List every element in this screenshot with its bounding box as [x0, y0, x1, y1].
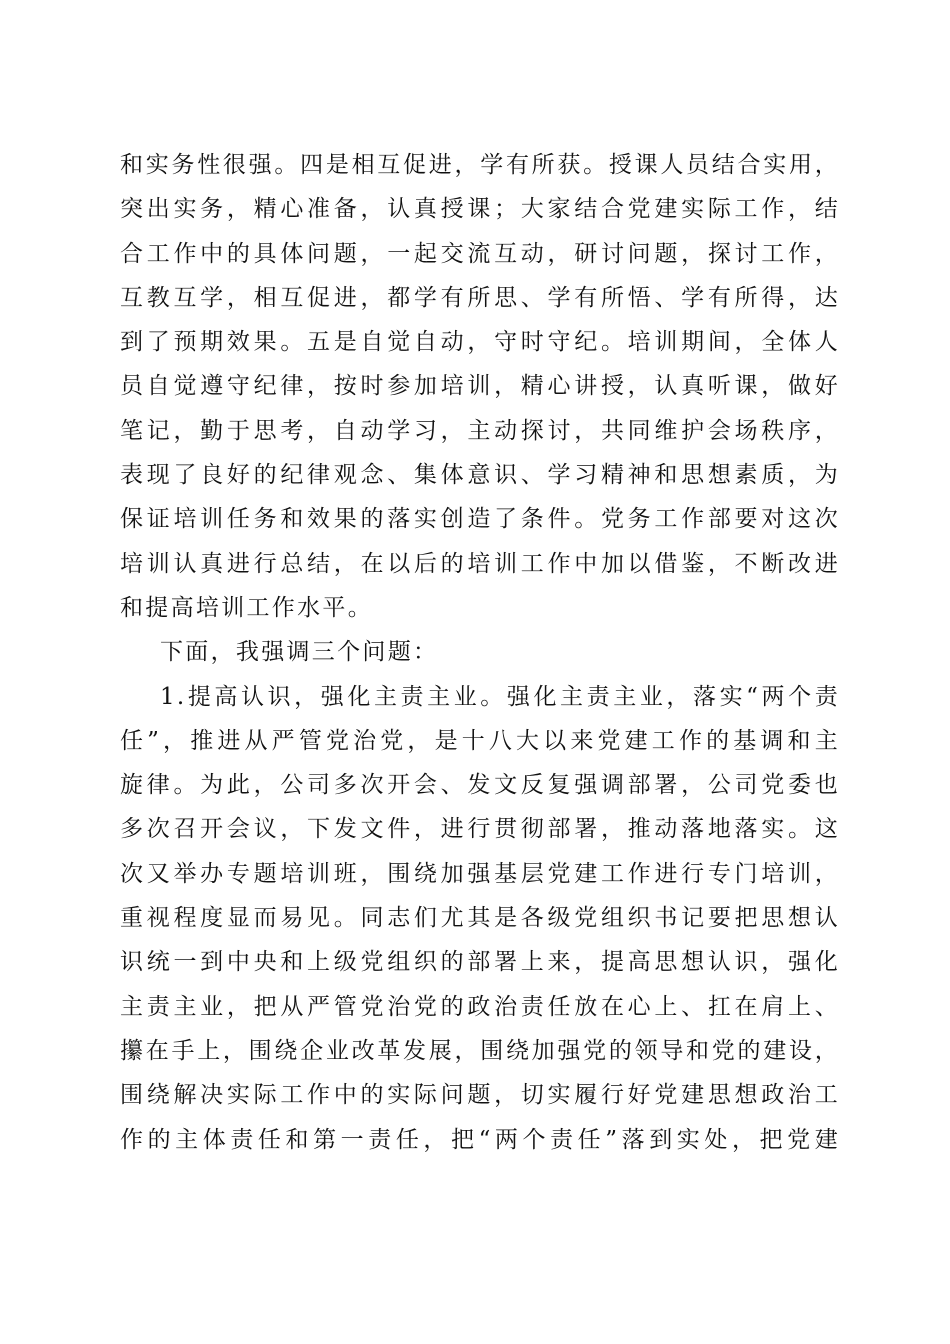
- text-line: 表现了良好的纪律观念、集体意识、学习精神和思想素质，为: [120, 462, 840, 489]
- paragraph-2: [120, 630, 840, 674]
- paragraph-1: [120, 143, 840, 630]
- body-text: [120, 143, 840, 1162]
- text-line: 和提高培训工作水平。: [120, 594, 373, 621]
- text-line: 下面，我强调三个问题：: [160, 639, 439, 666]
- text-line: 1.提高认识，强化主责主业。强化主责主业，落实“两个责: [160, 683, 840, 710]
- text-line: 突出实务，精心准备，认真授课；大家结合党建实际工作，结: [120, 196, 840, 223]
- text-line: 和实务性很强。四是相互促进，学有所获。授课人员结合实用，: [120, 152, 840, 178]
- text-line: 主责主业，把从严管党治党的政治责任放在心上、扛在肩上、: [120, 993, 840, 1020]
- paragraph-3: [120, 675, 840, 1162]
- text-line: 合工作中的具体问题，一起交流互动，研讨问题，探讨工作，: [120, 240, 840, 267]
- text-line: 保证培训任务和效果的落实创造了条件。党务工作部要对这次: [120, 506, 840, 533]
- text-line: 围绕解决实际工作中的实际问题，切实履行好党建思想政治工: [120, 1082, 840, 1109]
- text-line: 任”，推进从严管党治党，是十八大以来党建工作的基调和主: [120, 727, 840, 754]
- text-line: 员自觉遵守纪律，按时参加培训，精心讲授，认真听课，做好: [120, 373, 840, 400]
- text-line: 培训认真进行总结，在以后的培训工作中加以借鉴，不断改进: [120, 550, 840, 577]
- text-line: 到了预期效果。五是自觉自动，守时守纪。培训期间，全体人: [120, 329, 840, 356]
- text-line: 重视程度显而易见。同志们尤其是各级党组织书记要把思想认: [120, 905, 840, 932]
- text-line: 笔记，勤于思考，自动学习，主动探讨，共同维护会场秩序，: [120, 417, 840, 444]
- text-line: 识统一到中央和上级党组织的部署上来，提高思想认识，强化: [120, 949, 840, 976]
- text-line: 互教互学，相互促进，都学有所思、学有所悟、学有所得，达: [120, 284, 840, 311]
- text-line: 作的主体责任和第一责任，把“两个责任”落到实处，把党建: [120, 1126, 840, 1153]
- text-line: 旋律。为此，公司多次开会、发文反复强调部署，公司党委也: [120, 772, 840, 799]
- text-line: 多次召开会议，下发文件，进行贯彻部署，推动落地落实。这: [120, 816, 840, 843]
- text-line: 攥在手上，围绕企业改革发展，围绕加强党的领导和党的建设，: [120, 1037, 840, 1064]
- text-line: 次又举办专题培训班，围绕加强基层党建工作进行专门培训，: [120, 860, 840, 887]
